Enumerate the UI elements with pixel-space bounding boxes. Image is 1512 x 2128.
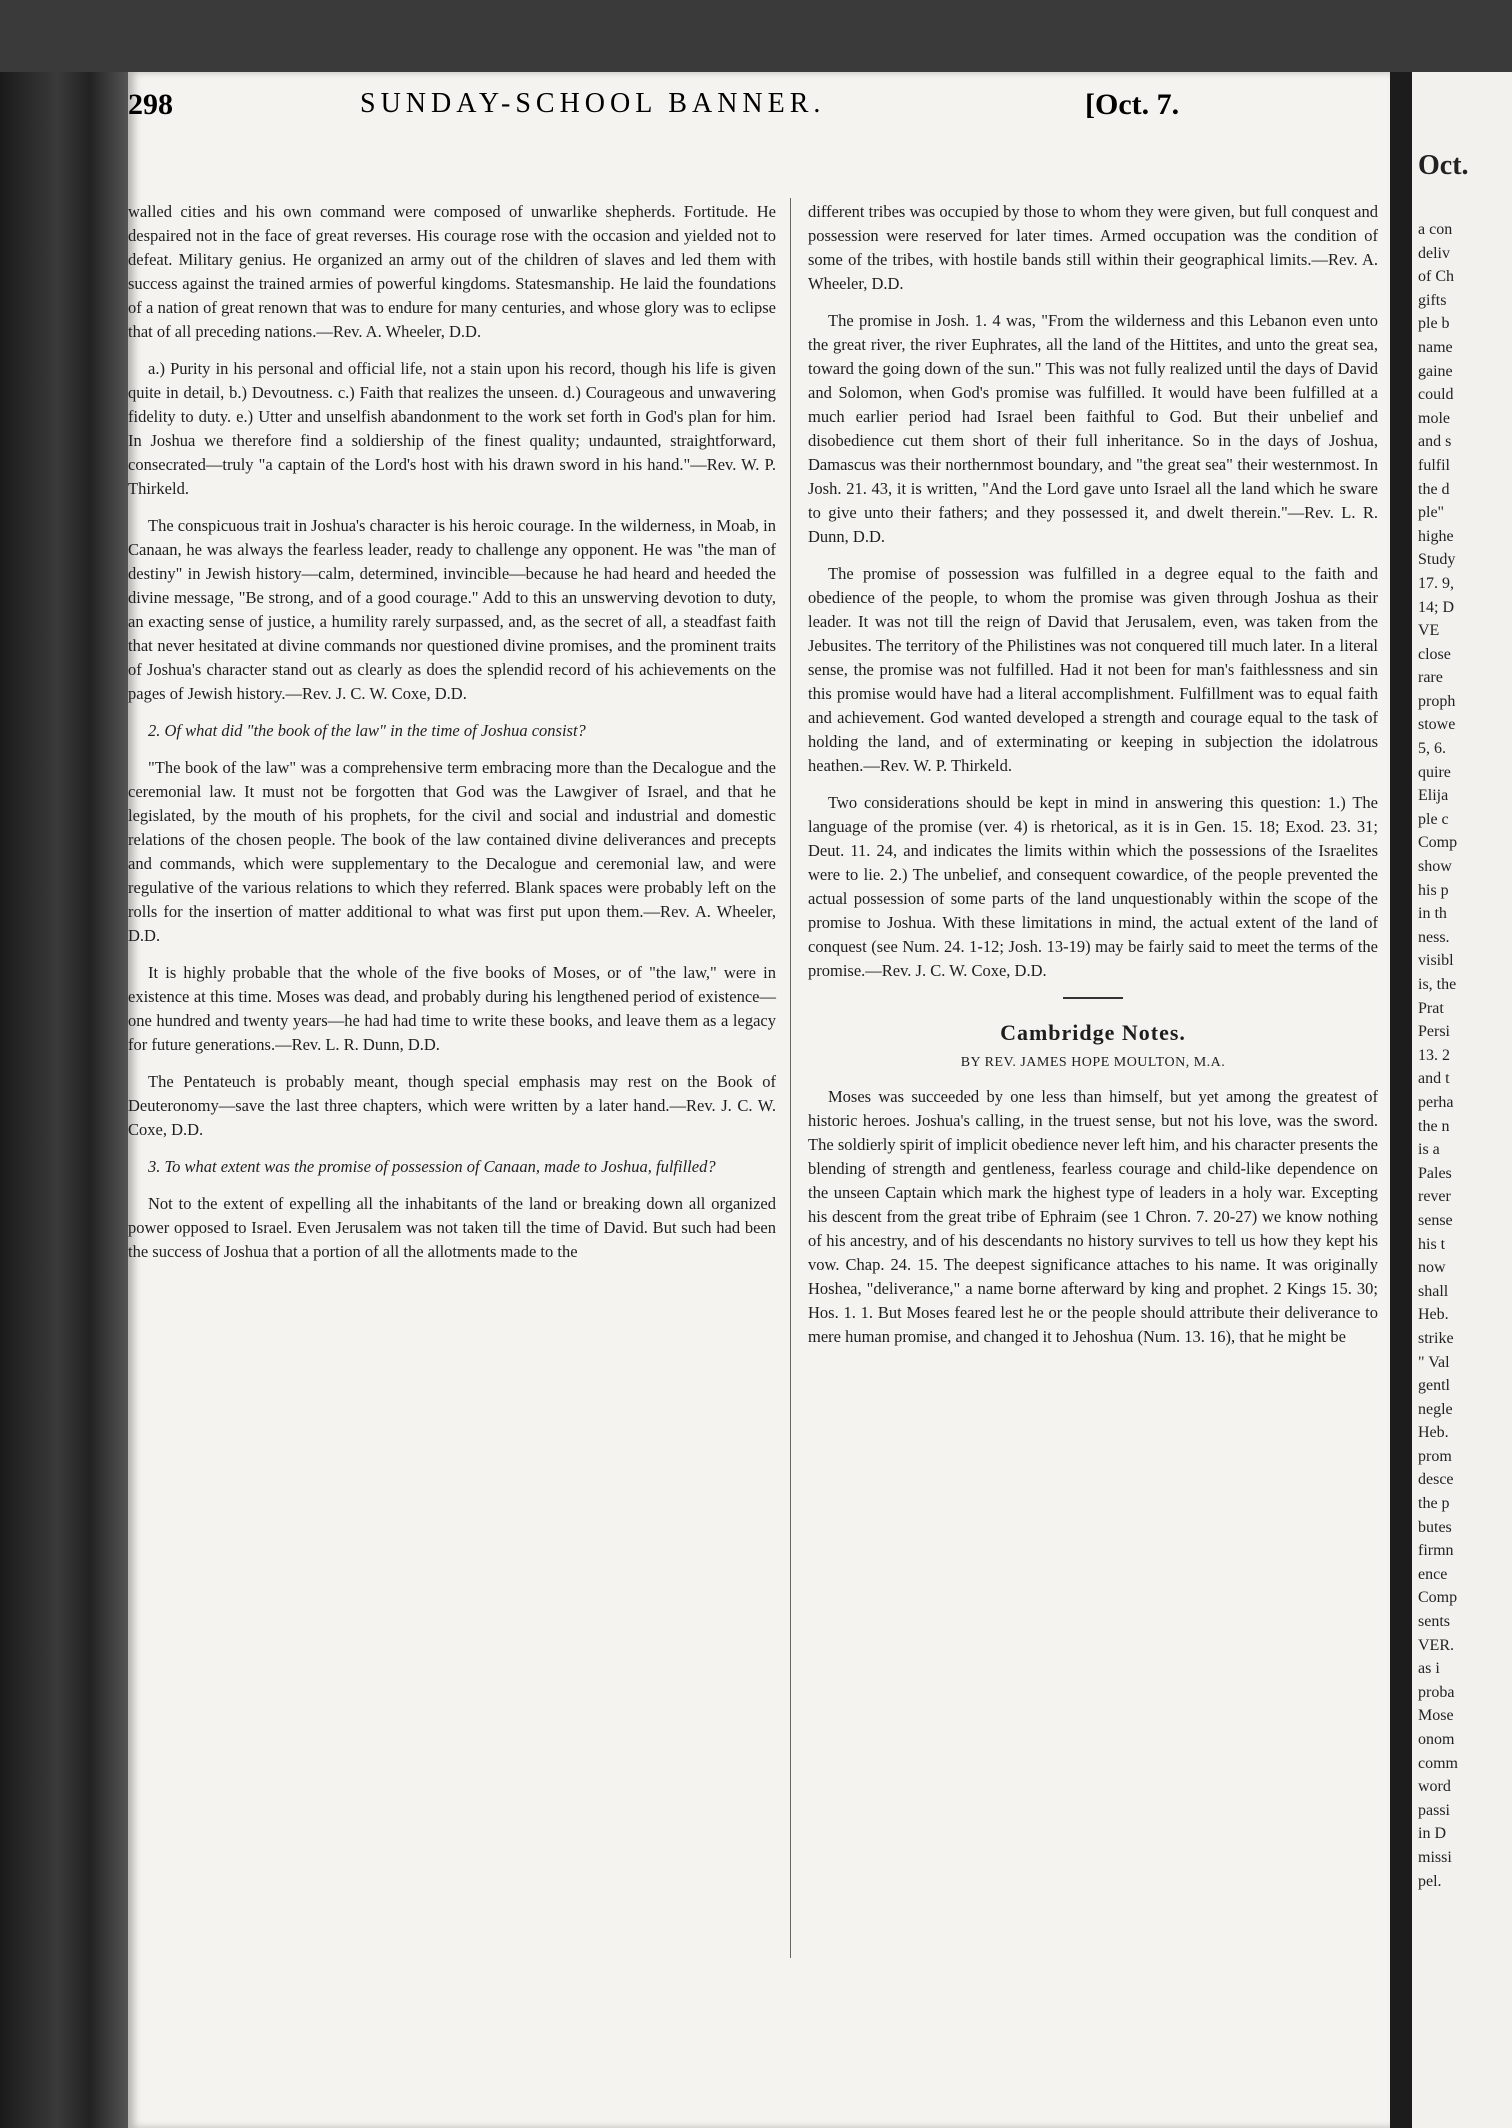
facing-page-line: gentl — [1418, 1377, 1450, 1395]
facing-page-line: rever — [1418, 1188, 1451, 1206]
facing-page-line: and s — [1418, 433, 1452, 451]
facing-page-line: ple" — [1418, 504, 1445, 522]
facing-page-line: of Ch — [1418, 268, 1454, 286]
facing-page-line: the n — [1418, 1117, 1450, 1135]
scan-top-border — [0, 0, 1512, 72]
facing-page-line: now — [1418, 1259, 1446, 1277]
facing-page-line: gaine — [1418, 362, 1453, 380]
facing-page-line: VE — [1418, 622, 1440, 640]
facing-page-line: sents — [1418, 1613, 1450, 1631]
paragraph: a.) Purity in his personal and official life, not a stain upon his record, though his life is given quite in detail, b.) Devoutness. c.) Faith that realizes the unseen. d.) Courageous and unwavering fidelity to duty. e.) Utter and unselfish abandonment to the work set forth in God's plan for him. In Joshua we therefore find a soldiership of the finest quality; undaunted, straightforward, consecrated—truly "a captain of the Lord's host with his drawn sword in his hand."—Rev. W. P. Thirkeld. — [128, 359, 776, 498]
facing-page-line: Study — [1418, 551, 1456, 569]
paragraph: The conspicuous trait in Joshua's character is his heroic courage. In the wilderness, in Moab, in Canaan, he was always the fearless leader, ready to challenge any opponent. He was "the man of destiny" in Jewish history—calm, determined, invincible—because he had heard and heeded the divine message, "Be strong, and of a good courage." Add to this an unswerving devotion to duty, an exacting sense of justice, a humility rarely surpassed, and, as the secret of all, a steadfast faith that never hesitated at divine commands nor questioned divine promises, and the prominent traits of Joshua's character stand out as clearly as does the splendid record of his achievements on the pages of Jewish history.—Rev. J. C. W. Coxe, D.D. — [128, 516, 776, 703]
facing-page-line: in D — [1418, 1825, 1446, 1843]
facing-page-line: and t — [1418, 1070, 1450, 1088]
book-binding-edge — [0, 72, 128, 2128]
facing-page-line: mole — [1418, 409, 1450, 427]
facing-page-line: Pales — [1418, 1164, 1452, 1182]
facing-page-line: proba — [1418, 1683, 1455, 1701]
paragraph: It is highly probable that the whole of the five books of Moses, or of "the law," were in existence at this time. Moses was dead, and probably during his lengthened period of existence—one hundred and twenty years—he had had time to write these books, and leave them as a legacy for future generations.—Rev. L. R. Dunn, D.D. — [128, 963, 776, 1054]
facing-page-line: visibl — [1418, 952, 1454, 970]
section-title: Cambridge Notes. — [1000, 1020, 1186, 1045]
facing-page-line: in th — [1418, 905, 1447, 923]
header-date: [Oct. 7. — [1085, 88, 1180, 121]
facing-page-line: close — [1418, 645, 1451, 663]
facing-page-line: the p — [1418, 1495, 1450, 1513]
paragraph: "The book of the law" was a comprehensive term embracing more than the Decalogue and the ceremonial law. It must not be forgotten that God was the Lawgiver of Israel, and that he legislated, by the mouth of his prophets, for the civil and social and industrial and domestic relations of the chosen people. The book of the law contained divine deliverances and precepts and commands, which were supplementary to the Decalogue and ceremonial law, and were regulative of the various relations to which they referred. Blank spaces were probably left on the rolls for the insertion of matter additional to what was first put upon them.—Rev. A. Wheeler, D.D. — [128, 758, 776, 945]
question-heading: 2. Of what did "the book of the law" in the time of Joshua consist? — [148, 721, 586, 740]
section-divider — [1063, 997, 1123, 999]
facing-page-line: as i — [1418, 1660, 1440, 1678]
facing-page-line: Mose — [1418, 1707, 1454, 1725]
page-number: 298 — [128, 88, 173, 121]
facing-page-line: butes — [1418, 1518, 1452, 1536]
facing-page-line: firmn — [1418, 1542, 1454, 1560]
facing-page-line: the d — [1418, 480, 1450, 498]
paragraph: The promise of possession was fulfilled in a degree equal to the faith and obedience of the people, to whom the promise was given through Joshua as their leader. It was not till the reign of David that Jerusalem, even, was taken from the Jebusites. The territory of the Philistines was not conquered till much later. In a literal sense, the promise was not fulfilled. Had it not been for man's faithlessness and sin this promise would have had a literal accomplishment. Fulfillment was to equal faith and achievement. God wanted developed a strength and courage equal to the task of holding the land, and of exterminating or keeping in subjection the idolatrous heathen.—Rev. W. P. Thirkeld. — [808, 564, 1378, 775]
facing-page-line: 14; D — [1418, 598, 1454, 616]
column-divider — [790, 198, 791, 1958]
facing-page-line: his p — [1418, 881, 1449, 899]
paragraph: Moses was succeeded by one less than himself, but yet among the greatest of historic heroes. Joshua's calling, in the truest sense, but not his love, was the sword. The soldierly spirit of implicit obedience never left him, and his character presents the blending of strength and gentleness, fearless courage and child-like dependence on the unseen Captain which mark the highest type of leaders in a holy war. Excepting his descent from the great tribe of Ephraim (see 1 Chron. 7. 20-27) we know nothing of his ancestry, and of his descendants no history survives to tell us how they kept his vow. Chap. 24. 15. The deepest significance attaches to his name. It was originally Hoshea, "deliverance," a name borne afterward by king and prophet. 2 Kings 15. 30; Hos. 1. 1. But Moses feared lest he or the people should attribute their deliverance to mere human promise, and changed it to Jehoshua (Num. 13. 16), that he might be — [808, 1087, 1378, 1346]
byline: BY REV. JAMES HOPE MOULTON, M.A. — [960, 1055, 1226, 1070]
facing-page-line: Heb. — [1418, 1424, 1449, 1442]
right-column — [808, 200, 1378, 1362]
facing-page-text — [1418, 218, 1512, 1893]
paragraph: The promise in Josh. 1. 4 was, "From the wilderness and this Lebanon even unto the great river, the river Euphrates, all the land of the Hittites, and unto the great sea, toward the going down of the sun." This was not fully realized until the days of David and Solomon, when God's promise was fulfilled. It would have been fulfilled at a much earlier period had Israel been faithful to God. But their unbelief and disobedience cut them short of their full inheritance. So in the days of Joshua, Damascus was their northernmost boundary, and "the great sea" their westernmost. In Josh. 21. 43, it is written, "And the Lord gave unto Israel all the land which he sware to give unto their fathers; and they possessed it, and dwelt therein."—Rev. L. R. Dunn, D.D. — [808, 311, 1378, 546]
facing-page-line: highe — [1418, 527, 1454, 545]
running-title: SUNDAY-SCHOOL BANNER. — [360, 88, 826, 119]
page-gutter — [1390, 72, 1412, 2128]
facing-page-line: onom — [1418, 1731, 1455, 1748]
facing-page-line: name — [1418, 338, 1453, 356]
facing-page-line: Comp — [1418, 834, 1458, 852]
facing-page-line: 5, 6. — [1418, 740, 1446, 758]
paragraph: walled cities and his own command were composed of unwarlike shepherds. Fortitude. He despaired not in the face of great reverses. His courage rose with the occasion and yielded not to defeat. Military genius. He organized an army out of the children of slaves and led them with success against the trained armies of powerful kingdoms. Statesmanship. He laid the foundations of a nation of great renown that was to endure for many centuries, and whose glory was to eclipse that of all preceding nations.—Rev. A. Wheeler, D.D. — [128, 202, 776, 341]
facing-page-line: stowe — [1418, 716, 1456, 734]
facing-page-line: comm — [1418, 1754, 1458, 1772]
facing-page-line: VER. — [1418, 1636, 1454, 1654]
paragraph: different tribes was occupied by those to whom they were given, but full conquest and possession were reserved for later times. Armed occupation was the condition of some of the tribes, with hostile bands still within their geographical limits.—Rev. A. Wheeler, D.D. — [808, 202, 1378, 293]
facing-page-line: Elija — [1418, 787, 1449, 805]
facing-page-line: ness. — [1418, 928, 1450, 946]
facing-page-line: proph — [1418, 692, 1456, 710]
facing-page-line: deliv — [1418, 244, 1450, 262]
facing-page-line: his t — [1418, 1235, 1446, 1253]
facing-page-line: is a — [1418, 1141, 1440, 1159]
facing-page-line: ple b — [1418, 315, 1450, 333]
facing-page-line: Heb. — [1418, 1306, 1449, 1324]
facing-page-line: negle — [1418, 1400, 1453, 1418]
facing-page-line: missi — [1418, 1848, 1452, 1866]
facing-page-line: sense — [1418, 1211, 1453, 1229]
question-heading: 3. To what extent was the promise of possession of Canaan, made to Joshua, fulfilled? — [148, 1157, 716, 1176]
facing-page-line: could — [1418, 386, 1454, 404]
facing-page-line: desce — [1418, 1471, 1454, 1489]
facing-page-line: gifts — [1418, 291, 1447, 309]
left-column — [128, 200, 776, 1277]
facing-page-line: 13. 2 — [1418, 1046, 1450, 1064]
facing-page-line: shall — [1418, 1282, 1449, 1300]
facing-page-line: passi — [1418, 1801, 1450, 1819]
facing-page-line: perha — [1418, 1093, 1454, 1111]
facing-page-line: rare — [1418, 669, 1443, 687]
facing-page-line: a con — [1418, 221, 1453, 238]
facing-page-line: 17. 9, — [1418, 574, 1454, 592]
facing-page-line: fulfil — [1418, 456, 1450, 474]
facing-page-line: Comp — [1418, 1589, 1458, 1607]
facing-page-line: ple c — [1418, 810, 1449, 828]
paragraph: Not to the extent of expelling all the inhabitants of the land or breaking down all organized power opposed to Israel. Even Jerusalem was not taken till the time of David. But such had been the success of Joshua that a portion of all the allotments made to the — [128, 1194, 776, 1261]
facing-page-line: ence — [1418, 1565, 1448, 1583]
facing-page-line: Prat — [1418, 999, 1444, 1017]
facing-page-line: show — [1418, 858, 1452, 876]
paragraph: Two considerations should be kept in mind in answering this question: 1.) The language of the promise (ver. 4) is rhetorical, as it is in Gen. 15. 18; Exod. 23. 31; Deut. 11. 24, and indicates the limits within which the possessions of the Israelites were to lie. 2.) The unbelief, and consequent cowardice, of the people prevented the actual possession of some parts of the land unquestionably within the scope of the promise to Joshua. With these limitations in mind, the actual extent of the land of conquest (see Num. 24. 1-12; Josh. 13-19) may be fairly said to meet the terms of the promise.—Rev. J. C. W. Coxe, D.D. — [808, 793, 1378, 980]
facing-page-line: word — [1418, 1778, 1451, 1796]
facing-page-line: quire — [1418, 763, 1451, 781]
paragraph: The Pentateuch is probably meant, though special emphasis may rest on the Book of Deuteronomy—save the last three chapters, which were written by a later hand.—Rev. J. C. W. Coxe, D.D. — [128, 1072, 776, 1139]
facing-page-line: prom — [1418, 1447, 1452, 1465]
facing-page-line: pel. — [1418, 1872, 1442, 1890]
facing-page-line: " Val — [1418, 1353, 1450, 1371]
facing-page-line: strike — [1418, 1329, 1454, 1347]
facing-page-line: is, the — [1418, 976, 1457, 993]
facing-page-line: Persi — [1418, 1023, 1450, 1041]
facing-page-header: Oct. — [1418, 150, 1469, 181]
